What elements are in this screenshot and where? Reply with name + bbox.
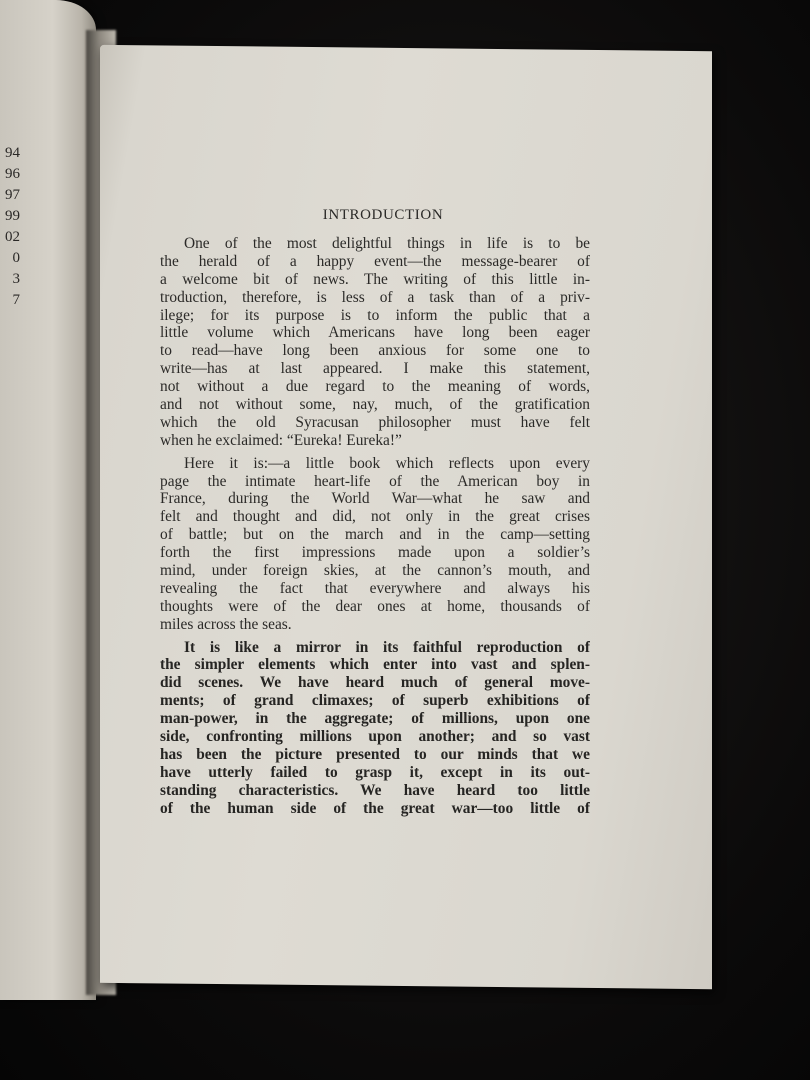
text-line: not without a due regard to the meaning of words, xyxy=(160,378,590,396)
paragraph xyxy=(160,639,590,818)
text-line: of battle; but on the march and in the camp—setting xyxy=(160,526,590,544)
text-line: and not without some, nay, much, of the gratification xyxy=(160,396,590,414)
paragraph xyxy=(160,235,590,450)
text-line: of the human side of the great war—too little of xyxy=(160,799,590,817)
left-page xyxy=(0,0,96,1000)
text-line: little volume which Americans have long been eager xyxy=(160,324,590,342)
text-line: a welcome bit of news. The writing of this little in- xyxy=(160,270,590,288)
text-line: page the intimate heart-life of the American boy in xyxy=(160,472,590,490)
left-page-numbers xyxy=(0,143,20,311)
text-line: Here it is:—a little book which reflects upon every xyxy=(184,454,590,472)
text-line: ilege; for its purpose is to inform the public that a xyxy=(160,306,590,324)
text-line: thoughts were of the dear ones at home, thousands of xyxy=(160,597,590,615)
text-line: troduction, therefore, is less of a task than of a priv- xyxy=(160,288,590,306)
text-line: to read—have long been anxious for some one to xyxy=(160,342,590,360)
text-line: which the old Syracusan philosopher must have felt xyxy=(160,413,590,431)
text-line: It is like a mirror in its faithful reproduction of xyxy=(184,638,590,656)
text-line: side, confronting millions upon another; and so vast xyxy=(160,728,590,746)
text-line: France, during the World War—what he saw and xyxy=(160,490,590,508)
page-number: 0 xyxy=(12,250,20,266)
text-line: felt and thought and did, not only in the great crises xyxy=(160,508,590,526)
paragraph xyxy=(160,455,590,634)
page-number: 02 xyxy=(5,229,20,245)
page-number: 3 xyxy=(12,271,20,287)
text-line: mind, under foreign skies, at the cannon’s mouth, and xyxy=(160,562,590,580)
text-line: has been the picture presented to our minds that we xyxy=(160,745,590,763)
text-line: when he exclaimed: “Eureka! Eureka!” xyxy=(160,431,402,449)
text-line: forth the first impressions made upon a soldier’s xyxy=(160,544,590,562)
text-line: standing characteristics. We have heard too little xyxy=(160,781,590,799)
text-line: ments; of grand climaxes; of superb exhibitions of xyxy=(160,692,590,710)
page-number: 7 xyxy=(12,292,20,308)
page-number: 96 xyxy=(5,166,20,182)
page-number: 97 xyxy=(5,187,20,203)
text-line: man-power, in the aggregate; of millions, upon one xyxy=(160,710,590,728)
text-line: did scenes. We have heard much of general move- xyxy=(160,674,590,692)
text-line: One of the most delightful things in life is to be xyxy=(184,235,590,252)
text-line: the simpler elements which enter into vast and splen- xyxy=(160,656,590,674)
text-line: have utterly failed to grasp it, except in its out- xyxy=(160,763,590,781)
text-line: miles across the seas. xyxy=(160,615,292,633)
page-number: 94 xyxy=(5,145,20,161)
page-number: 99 xyxy=(5,208,20,224)
text-line: the herald of a happy event—the message-bearer of xyxy=(160,252,590,270)
text-line: revealing the fact that everywhere and always his xyxy=(160,579,590,597)
page-text xyxy=(160,205,590,823)
page-heading: INTRODUCTION xyxy=(322,207,444,223)
text-line: write—has at last appeared. I make this statement, xyxy=(160,360,590,378)
